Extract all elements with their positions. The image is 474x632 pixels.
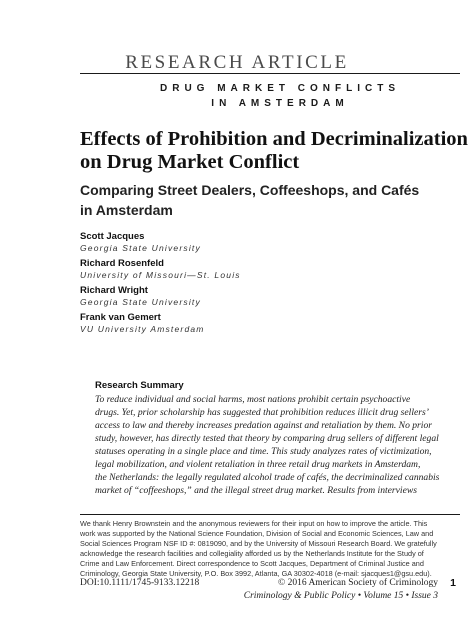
summary-line: market of “coffeeshops,” and the illegal street drug market. Results from interviews (95, 485, 417, 496)
author-list (80, 231, 440, 339)
author-entry (80, 258, 440, 285)
footnote-line: work was supported by the National Science Foundation, Division of Social and Economic Sciences, Law and (80, 529, 434, 538)
author-entry (80, 231, 440, 258)
summary-line: statuses operating in a single place and time. This study analyzes rates of victimization, (95, 446, 432, 457)
summary-line: study, however, has directly tested that theory by comparing drug sellers of different legal (95, 433, 439, 444)
page-number: 1 (450, 577, 456, 589)
copyright-notice: © 2016 American Society of Criminology (278, 578, 438, 588)
acknowledgment-footnote (80, 519, 470, 579)
author-entry (80, 285, 440, 312)
author-affiliation: Georgia State University (80, 297, 201, 307)
article-title (80, 128, 470, 174)
summary-line: access to law and thereby increases predation against and retaliation by them. No prior (95, 420, 432, 431)
header-rule (80, 73, 460, 74)
summary-line: legal mobilization, and violent retaliation in three retail drug markets in Amsterdam, (95, 459, 421, 470)
article-title-line-2: on Drug Market Conflict (80, 151, 300, 173)
author-name: Frank van Gemert (80, 312, 161, 323)
section-label: RESEARCH ARTICLE (125, 52, 349, 73)
author-entry (80, 312, 440, 339)
author-name: Richard Rosenfeld (80, 258, 164, 269)
author-affiliation: VU University Amsterdam (80, 324, 205, 334)
summary-line: To reduce individual and social harms, most nations prohibit certain psychoactive (95, 394, 411, 405)
summary-line: drugs. Yet, prior scholarship has suggested that prohibition reduces illicit drug sellers’ (95, 407, 429, 418)
footnote-line: Crime and Law Enforcement. Direct correspondence to Scott Jacques, Department of Criminal Justice and (80, 559, 424, 568)
footnote-line: Criminology, Georgia State University, P.O. Box 3992, Atlanta, GA 30302-4018 (e-mail: sjacques1@gsu.edu). (80, 569, 432, 578)
footnote-rule (80, 514, 460, 515)
running-title-line-1: DRUG MARKET CONFLICTS (160, 83, 400, 94)
article-title-line-1: Effects of Prohibition and Decriminalization (80, 128, 468, 150)
running-title-line-2: IN AMSTERDAM (211, 98, 349, 109)
summary-text (95, 393, 445, 497)
footnote-line: Social Sciences Program NSF ID #: 0819090, and by the University of Missouri Research Board. We gratefully (80, 539, 437, 548)
author-name: Scott Jacques (80, 231, 145, 242)
author-affiliation: Georgia State University (80, 243, 201, 253)
article-subtitle-line-2: in Amsterdam (80, 202, 173, 218)
author-affiliation: University of Missouri—St. Louis (80, 270, 241, 280)
journal-info: Criminology & Public Policy • Volume 15 • Issue 3 (243, 591, 438, 601)
summary-line: the Netherlands: the legally regulated alcohol trade of cafés, the decriminalized cannabis (95, 472, 440, 483)
article-subtitle-line-1: Comparing Street Dealers, Coffeeshops, and Cafés (80, 182, 420, 198)
article-subtitle (80, 180, 470, 220)
footnote-line: acknowledge the research facilities and collegiality afforded us by the Netherlands Institute for the Study of (80, 549, 424, 558)
doi-link[interactable]: DOI:10.1111/1745-9133.12218 (80, 578, 200, 588)
summary-heading: Research Summary (95, 380, 184, 391)
author-name: Richard Wright (80, 285, 148, 296)
research-summary (95, 379, 445, 497)
running-title (100, 81, 460, 111)
footnote-line: We thank Henry Brownstein and the anonymous reviewers for their input on how to improve the article. This (80, 519, 428, 528)
